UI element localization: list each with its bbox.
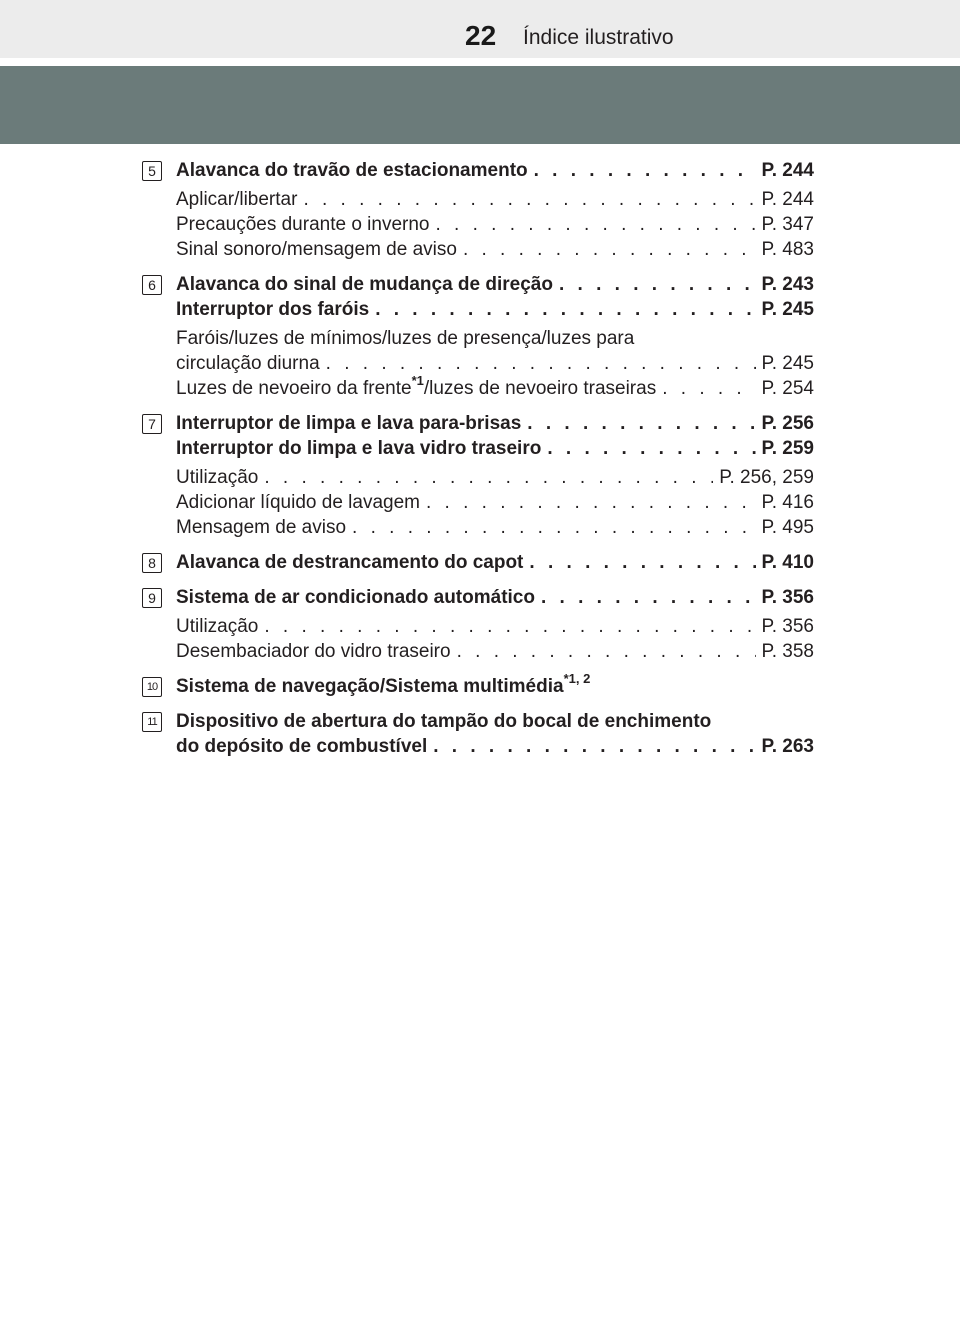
entry-text: Aplicar/libertar	[176, 189, 298, 210]
entry-text: Interruptor do limpa e lava vidro traseiro	[176, 438, 542, 459]
index-entry-main[interactable]	[176, 585, 814, 610]
entry-text: Sistema de navegação/Sistema multimédia	[176, 676, 564, 697]
entry-label	[176, 490, 420, 515]
index-entry-sub[interactable]	[176, 490, 814, 515]
entry-label	[176, 272, 553, 297]
entry-text: circulação diurna	[176, 353, 320, 374]
dot-leader	[433, 734, 755, 759]
entry-label	[176, 237, 457, 262]
entry-text: Utilização	[176, 467, 259, 488]
item-number-badge: 7	[142, 414, 162, 434]
entry-label	[176, 158, 528, 183]
index-entry-main[interactable]	[176, 272, 814, 297]
page-reference[interactable]: P. 347	[761, 214, 814, 235]
dot-leader	[303, 187, 755, 212]
index-section-6	[142, 272, 814, 401]
entry-text: Precauções durante o inverno	[176, 214, 430, 235]
entry-label	[176, 734, 427, 759]
entry-label	[176, 465, 258, 490]
entry-label	[176, 297, 369, 322]
entry-label	[176, 212, 430, 237]
footnote-marker: *1, 2	[563, 670, 591, 686]
index-entry-sub[interactable]	[176, 212, 814, 237]
index-entry-main[interactable]	[176, 550, 814, 575]
page-reference[interactable]: P. 245	[761, 353, 814, 374]
entry-text: Alavanca de destrancamento do capot	[176, 552, 524, 573]
entry-label	[176, 372, 657, 401]
entry-text: Utilização	[176, 616, 259, 637]
index-entry-sub[interactable]	[176, 351, 814, 376]
entry-text-continued: /luzes de nevoeiro traseiras	[423, 378, 657, 399]
index-section-5	[142, 158, 814, 262]
index-entry-sub[interactable]	[176, 187, 814, 212]
dot-leader	[436, 212, 756, 237]
entry-text: Sistema de ar condicionado automático	[176, 587, 535, 608]
dot-leader	[527, 411, 755, 436]
page-reference[interactable]: P. 254	[761, 378, 814, 399]
footnote-marker: *1	[411, 372, 424, 388]
entry-text: Adicionar líquido de lavagem	[176, 492, 420, 513]
entry-text: Sinal sonoro/mensagem de aviso	[176, 239, 457, 260]
entry-text: Dispositivo de abertura do tampão do bocal de enchimento	[176, 711, 712, 732]
entry-text: Alavanca do travão de estacionamento	[176, 160, 528, 181]
entry-label	[176, 614, 258, 639]
entry-text: do depósito de combustível	[176, 736, 428, 757]
index-entry-main[interactable]	[176, 411, 814, 436]
index-entry-main[interactable]	[176, 297, 814, 322]
entry-label	[176, 709, 711, 734]
index-section-8	[142, 550, 814, 575]
page-reference[interactable]: P. 263	[761, 736, 814, 757]
item-number-badge: 6	[142, 275, 162, 295]
index-entry-main	[176, 709, 814, 734]
dot-leader	[529, 550, 755, 575]
entry-label	[176, 411, 521, 436]
dot-leader	[264, 465, 713, 490]
page-number: 22	[465, 20, 497, 51]
page-reference[interactable]: P. 244	[761, 189, 814, 210]
header-banner	[0, 66, 960, 144]
page-reference[interactable]: P. 356	[761, 587, 814, 608]
index-entry-main[interactable]	[176, 158, 814, 183]
index-entry-sub[interactable]	[176, 237, 814, 262]
index-entry-main	[176, 670, 814, 699]
entry-label	[176, 515, 346, 540]
index-section-10	[142, 670, 814, 699]
page-reference[interactable]: P. 245	[761, 299, 814, 320]
index-entry-sub[interactable]	[176, 614, 814, 639]
entry-text: Desembaciador do vidro traseiro	[176, 641, 451, 662]
dot-leader	[457, 639, 756, 664]
page-reference[interactable]: P. 483	[761, 239, 814, 260]
dot-leader	[326, 351, 756, 376]
index-entry-main[interactable]	[176, 436, 814, 461]
page-reference[interactable]: P. 256	[761, 413, 814, 434]
entry-text: Interruptor dos faróis	[176, 299, 370, 320]
dot-leader	[463, 237, 756, 262]
index-section-11	[142, 709, 814, 759]
page-reference[interactable]: P. 495	[761, 517, 814, 538]
entry-label	[176, 436, 541, 461]
entry-label	[176, 550, 523, 575]
index-section-7	[142, 411, 814, 540]
index-entry-main[interactable]	[176, 734, 814, 759]
entry-text: Mensagem de aviso	[176, 517, 347, 538]
page-reference[interactable]: P. 410	[761, 552, 814, 573]
dot-leader	[541, 585, 756, 610]
item-number-badge: 8	[142, 553, 162, 573]
page-reference[interactable]: P. 244	[761, 160, 814, 181]
page-header	[0, 0, 960, 58]
index-entry-sub	[176, 326, 814, 351]
dot-leader	[264, 614, 755, 639]
entry-label	[176, 187, 297, 212]
dot-leader	[375, 297, 755, 322]
index-entry-sub[interactable]	[176, 639, 814, 664]
entry-label	[176, 670, 591, 699]
dot-leader	[662, 376, 755, 401]
dot-leader	[547, 436, 755, 461]
page-reference[interactable]: P. 243	[761, 274, 814, 295]
entry-label	[176, 639, 451, 664]
item-number-badge: 11	[142, 712, 162, 732]
entry-text: Alavanca do sinal de mudança de direção	[176, 274, 553, 295]
index-content	[142, 158, 814, 769]
index-section-9	[142, 585, 814, 664]
item-number-badge: 10	[142, 677, 162, 697]
page-reference[interactable]: P. 416	[761, 492, 814, 513]
item-number-badge: 5	[142, 161, 162, 181]
page-reference[interactable]: P. 256, 259	[719, 467, 814, 488]
index-entry-sub[interactable]	[176, 465, 814, 490]
dot-leader	[352, 515, 755, 540]
page-reference[interactable]: P. 358	[761, 641, 814, 662]
entry-text: Faróis/luzes de mínimos/luzes de presença/luzes para	[176, 328, 635, 349]
dot-leader	[426, 490, 756, 515]
dot-leader	[559, 272, 756, 297]
entry-text: Interruptor de limpa e lava para-brisas	[176, 413, 522, 434]
index-entry-sub[interactable]	[176, 372, 814, 401]
page-reference[interactable]: P. 259	[761, 438, 814, 459]
item-number-badge: 9	[142, 588, 162, 608]
page-reference[interactable]: P. 356	[761, 616, 814, 637]
dot-leader	[534, 158, 756, 183]
entry-label	[176, 351, 320, 376]
page-title: Índice ilustrativo	[523, 26, 674, 49]
entry-text: Luzes de nevoeiro da frente	[176, 378, 412, 399]
entry-label	[176, 585, 535, 610]
entry-label	[176, 326, 634, 351]
index-entry-sub[interactable]	[176, 515, 814, 540]
